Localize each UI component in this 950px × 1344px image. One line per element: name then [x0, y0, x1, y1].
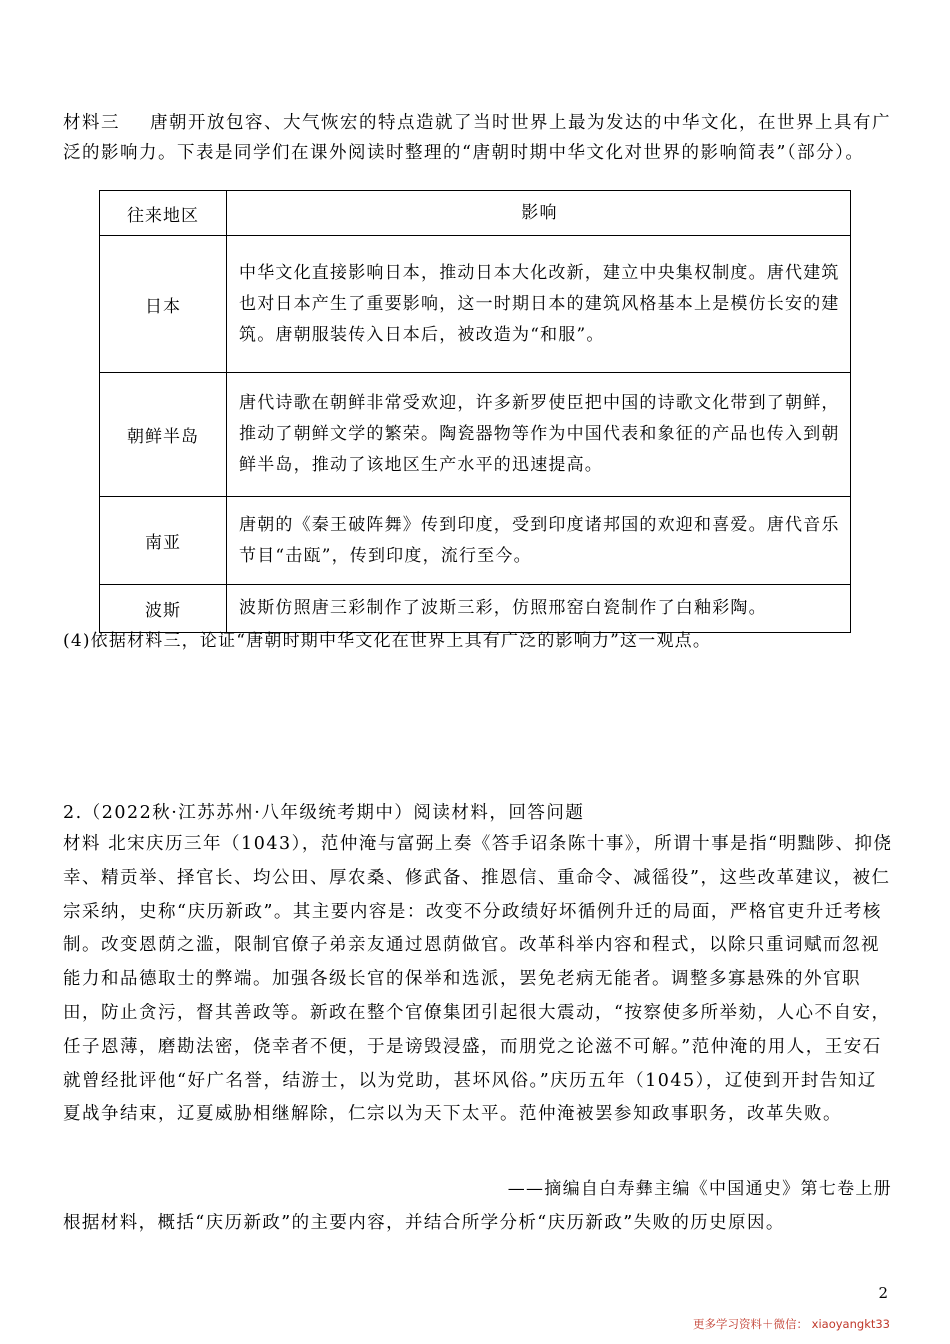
- row-region-korea: 朝鲜半岛: [100, 373, 227, 497]
- table-header-row: [100, 191, 851, 236]
- question-4: (4)依据材料三，论证“唐朝时期中华文化在世界上具有广泛的影响力”这一观点。: [63, 631, 712, 651]
- footer-watermark: 更多学习资料＋微信： xiaoyangkt33: [693, 1317, 890, 1331]
- page-number: 2: [878, 1284, 888, 1302]
- row-impact-japan: 中华文化直接影响日本，推动日本大化改新，建立中央集权制度。唐代建筑也对日本产生了重要影响，这一时期日本的建筑风格基本上是模仿长安的建筑。唐朝服装传入日本后，被改造为“和服”。: [227, 236, 851, 373]
- table-row: [100, 497, 851, 585]
- table-row: [100, 236, 851, 373]
- question-2-material: 材料 北宋庆历三年（1043），范仲淹与富弼上奏《答手诏条陈十事》，所谓十事是指“明黜陟、抑侥幸、精贡举、择官长、均公田、厚农桑、修武备、推恩信、重命令、减徭役”，这些改革建议，被仁宗采纳，史称“庆历新政”。其主要内容是：改变不分政绩好坏循例升迁的局面，严格官吏升迁考核制。改变恩荫之滥，限制官僚子弟亲友通过恩荫做官。改革科举内容和程式，以除只重词赋而忽视能力和品德取士的弊端。加强各级长官的保举和选派，罢免老病无能者。调整多寡悬殊的外官职田，防止贪污，督其善政等。新政在整个官僚集团引起很大震动，“按察使多所举劾，人心不自安，任子恩薄，磨勘法密，侥幸者不便，于是谤毁浸盛，而朋党之论滋不可解。”范仲淹的用人，王安石就曾经批评他“好广名誉，结游士，以为党助，甚坏风俗。”庆历五年（1045），辽使到开封告知辽夏战争结束，辽夏威胁相继解除，仁宗以为天下太平。范仲淹被罢参知政事职务，改革失败。: [63, 834, 893, 1125]
- row-region-japan: 日本: [100, 236, 227, 373]
- row-impact-south-asia: 唐朝的《秦王破阵舞》传到印度，受到印度诸邦国的欢迎和喜爱。唐代音乐节目“击瓯”，传到印度，流行至今。: [227, 497, 851, 585]
- influence-table: [99, 190, 851, 633]
- row-region-persia: 波斯: [100, 585, 227, 633]
- material-three-paragraph: [63, 108, 893, 168]
- question-2-prompt: 根据材料，概括“庆历新政”的主要内容，并结合所学分析“庆历新政”失败的历史原因。: [63, 1213, 785, 1233]
- question-2-heading: 2.（2022秋·江苏苏州·八年级统考期中）阅读材料，回答问题: [63, 803, 585, 823]
- table-row: [100, 373, 851, 497]
- row-impact-korea: 唐代诗歌在朝鲜非常受欢迎，许多新罗使臣把中国的诗歌文化带到了朝鲜，推动了朝鲜文学的繁荣。陶瓷器物等作为中国代表和象征的产品也传入到朝鲜半岛，推动了该地区生产水平的迅速提高。: [227, 373, 851, 497]
- header-impact: 影响: [227, 191, 851, 236]
- material-three-label: 材料三: [63, 113, 120, 133]
- row-impact-persia: 波斯仿照唐三彩制作了波斯三彩，仿照邢窑白瓷制作了白釉彩陶。: [227, 585, 851, 633]
- row-region-south-asia: 南亚: [100, 497, 227, 585]
- source-citation: ——摘编自白寿彝主编《中国通史》第七卷上册: [507, 1179, 892, 1199]
- header-region: 往来地区: [100, 191, 227, 236]
- material-three-text: 唐朝开放包容、大气恢宏的特点造就了当时世界上最为发达的中华文化，在世界上具有广泛的影响力。下表是同学们在课外阅读时整理的“唐朝时期中华文化对世界的影响简表”（部分）。: [63, 113, 891, 163]
